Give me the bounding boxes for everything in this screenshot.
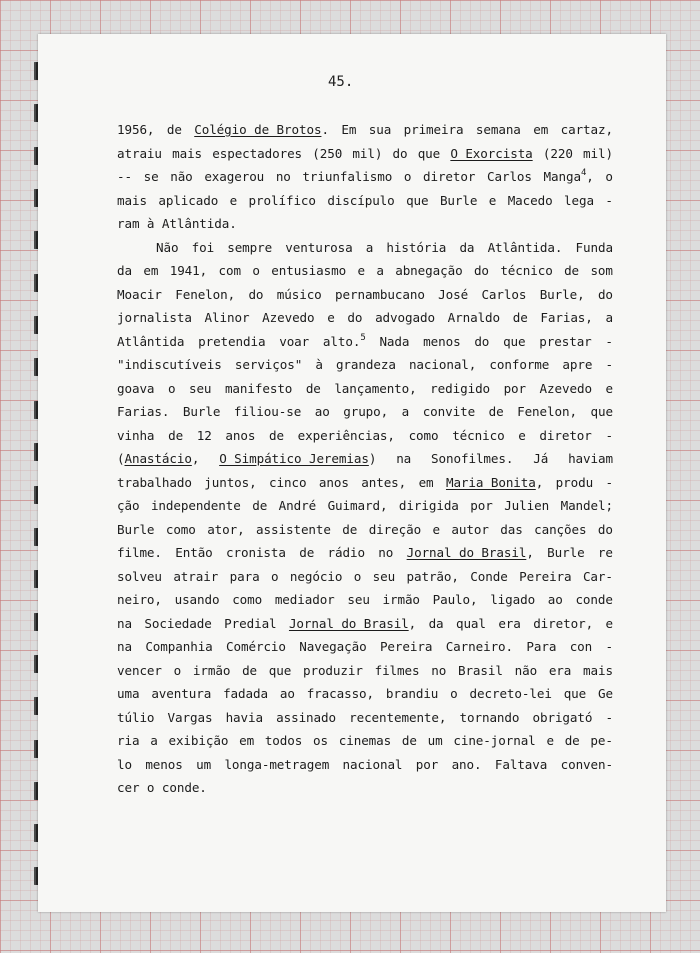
body-text — [117, 118, 613, 800]
text-line: (Anastácio, O Simpático Jeremias) na Sonofilmes. Já haviam — [117, 451, 613, 466]
text-line: cer o conde. — [117, 780, 207, 795]
text-line: túlio Vargas havia assinado recentemente, tornando obrigató - — [117, 709, 613, 725]
text-line: da em 1941, com o entusiasmo e a abnegação do técnico de som — [117, 263, 613, 278]
text-line: ram à Atlântida. — [117, 216, 237, 231]
text-line: Não foi sempre venturosa a história da Atlântida. Funda — [156, 239, 613, 255]
text-line: "indiscutíveis serviços" à grandeza nacional, conforme apre - — [117, 357, 613, 372]
page-number: 45. — [328, 74, 354, 90]
text-line: uma aventura fadada ao fracasso, brandiu o decreto-lei que Ge — [117, 686, 613, 701]
text-line: ção independente de André Guimard, dirigida por Julien Mandel; — [117, 498, 613, 513]
text-line: -- se não exagerou no triunfalismo o diretor Carlos Manga$^4$, o — [117, 168, 613, 184]
text-line: Moacir Fenelon, do músico pernambucano José Carlos Burle, do — [117, 286, 613, 302]
text-line: 1956, de Colégio de Brotos. Em sua primeira semana em cartaz, — [117, 122, 613, 137]
text-line: neiro, usando como mediador seu irmão Paulo, ligado ao conde — [117, 592, 613, 607]
text-line: lo menos um longa-metragem nacional por ano. Faltava conven- — [117, 756, 613, 772]
text-line: Burle como ator, assistente de direção e autor das canções do — [117, 521, 613, 537]
text-line: vinha de 12 anos de experiências, como técnico e diretor - — [117, 427, 613, 443]
text-line: goava o seu manifesto de lançamento, redigido por Azevedo e — [117, 380, 613, 396]
text-line: Farias. Burle filiou-se ao grupo, a convite de Fenelon, que — [117, 404, 613, 419]
text-line: mais aplicado e prolífico discípulo que Burle e Macedo lega - — [117, 192, 613, 208]
text-line: filme. Então cronista de rádio no Jornal do Brasil, Burle re — [117, 545, 613, 560]
text-line: ria a exibição em todos os cinemas de um cine-jornal e de pe- — [117, 733, 613, 748]
text-line: trabalhado juntos, cinco anos antes, em Maria Bonita, produ - — [117, 474, 613, 490]
text-line: na Companhia Comércio Navegação Pereira Carneiro. Para con - — [117, 639, 613, 654]
text-line: na Sociedade Predial Jornal do Brasil, da qual era diretor, e — [117, 615, 613, 631]
text-line: Atlântida pretendia voar alto.$^5$ Nada menos do que prestar - — [117, 332, 613, 349]
text-line: atraiu mais espectadores (250 mil) do que O Exorcista (220 mil) — [117, 145, 613, 161]
text-line: jornalista Alinor Azevedo e do advogado Arnaldo de Farias, a — [117, 310, 613, 325]
text-line: solveu atrair para o negócio o seu patrão, Conde Pereira Car- — [117, 568, 613, 584]
text-line: vencer o irmão de que produzir filmes no Brasil não era mais — [117, 662, 613, 678]
